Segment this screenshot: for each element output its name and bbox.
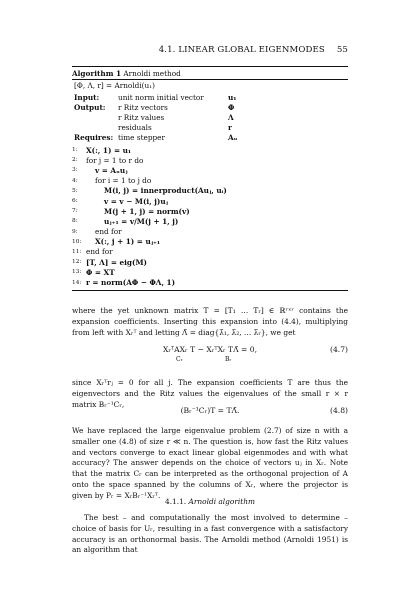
step-text: Φ = XT bbox=[86, 267, 115, 277]
line-number: 9: bbox=[72, 228, 78, 235]
step-text: v = Aᵤuⱼ bbox=[95, 165, 128, 175]
step-text: M(j + 1, j) = norm(v) bbox=[104, 206, 190, 216]
algorithm-step bbox=[72, 165, 348, 175]
io-label: Output: bbox=[74, 103, 106, 112]
line-number: 1: bbox=[72, 147, 78, 154]
algorithm-step bbox=[72, 267, 348, 277]
equation-expression: (Bᵣ⁻¹Cᵣ)T = TΛ̃. bbox=[180, 406, 240, 415]
io-label: Requires: bbox=[74, 133, 114, 142]
io-symbol: r bbox=[228, 123, 232, 132]
algorithm-bottom-rule bbox=[72, 290, 348, 291]
equation-expression bbox=[72, 345, 348, 363]
subsection-number: 4.1.1. bbox=[165, 497, 187, 506]
paragraph-projection: We have replaced the large eigenvalue problem (2.7) of size n with a smaller one (4.8) of size r ≪ n. The question is, how fast the Ritz values and vectors converge to exact linear global eigenmodes and with what accuracy? The answer depends on the choice of vectors uⱼ in Xᵣ. Note that the matrix Cᵣ can be interpreted as the orthogonal projection of A onto the space spanned by the columns of Xᵣ, where the projector is given by Pᵣ = XᵣBᵣ⁻¹Xᵣᵀ. bbox=[72, 426, 348, 500]
io-desc: unit norm initial vector bbox=[118, 93, 204, 102]
algorithm-signature: [Φ, Λ, r] = Arnoldi(u₁) bbox=[74, 81, 155, 90]
line-number: 3: bbox=[72, 167, 78, 174]
equation-number: (4.7) bbox=[329, 345, 348, 354]
algorithm-step bbox=[72, 176, 348, 186]
step-text: [T, Λ] = eig(M) bbox=[86, 257, 147, 267]
io-desc: time stepper bbox=[118, 133, 165, 142]
step-text: X(:, j + 1) = uⱼ₊₁ bbox=[95, 237, 161, 247]
algorithm-step bbox=[72, 206, 348, 216]
step-text: X(:, 1) = u₁ bbox=[86, 145, 132, 155]
algorithm-step bbox=[72, 186, 348, 196]
running-header bbox=[72, 45, 348, 55]
algorithm-title bbox=[72, 67, 348, 79]
line-number: 5: bbox=[72, 187, 78, 194]
paragraph-eigenvectors: since Xᵣᵀrⱼ = 0 for all j. The expansion coefficients T are thus the eigenvectors and the Ritz values the eigenvalues of the small r × r matrix Bᵣ⁻¹Cᵣ, bbox=[72, 378, 348, 409]
io-desc: residuals bbox=[118, 123, 152, 132]
line-number: 2: bbox=[72, 157, 78, 164]
line-number: 12: bbox=[72, 259, 82, 266]
algorithm-step bbox=[72, 257, 348, 267]
algorithm-step bbox=[72, 277, 348, 287]
underbrace-label-b: Bᵣ bbox=[225, 356, 232, 363]
io-desc: r Ritz vectors bbox=[118, 103, 168, 112]
line-number: 7: bbox=[72, 208, 78, 215]
algorithm-step bbox=[72, 227, 348, 237]
line-number: 10: bbox=[72, 238, 82, 245]
subsection-title: Arnoldi algorithm bbox=[188, 497, 255, 506]
algorithm-steps bbox=[72, 144, 348, 290]
header-page-number: 55 bbox=[336, 45, 348, 55]
underbrace-label-c: Cᵣ bbox=[176, 356, 183, 363]
paragraph-expansion: where the yet unknown matrix T = [T₁ … Tᵣ] ∈ ℝʳˣʳ contains the expansion coefficients. Inserting this expansion into (4.4), multiplying from left with Xᵣᵀ and letting Λ̃ = diag{λ̃₁, λ̃₂, … λ̃ᵣ}, we get bbox=[72, 306, 348, 337]
line-number: 14: bbox=[72, 279, 82, 286]
io-label bbox=[74, 113, 118, 122]
equation-number: (4.8) bbox=[329, 406, 348, 415]
io-symbol: u₁ bbox=[228, 93, 237, 102]
line-number: 13: bbox=[72, 269, 82, 276]
equation-4-7 bbox=[72, 345, 348, 367]
step-text: for i = 1 to j do bbox=[95, 176, 152, 186]
step-text: end for bbox=[95, 227, 122, 237]
algorithm-step bbox=[72, 196, 348, 206]
line-number: 4: bbox=[72, 177, 78, 184]
algorithm-step bbox=[72, 216, 348, 226]
step-text: end for bbox=[86, 247, 113, 257]
step-text: v = v − M(i, j)uⱼ bbox=[104, 196, 168, 206]
algorithm-io-table bbox=[72, 91, 348, 144]
io-symbol: Φ bbox=[228, 103, 235, 112]
subsection-heading bbox=[72, 497, 348, 506]
io-desc: r Ritz values bbox=[118, 113, 165, 122]
equation-4-8 bbox=[72, 406, 348, 418]
io-label: Input: bbox=[74, 93, 100, 102]
io-label bbox=[74, 123, 118, 132]
step-text: M(i, j) = innerproduct(Auⱼ, uᵢ) bbox=[104, 186, 227, 196]
algorithm-step bbox=[72, 145, 348, 155]
step-text: for j = 1 to r do bbox=[86, 155, 144, 165]
header-section-title: 4.1. LINEAR GLOBAL EIGENMODES bbox=[158, 45, 325, 55]
algorithm-step bbox=[72, 237, 348, 247]
line-number: 6: bbox=[72, 198, 78, 205]
algorithm-step bbox=[72, 247, 348, 257]
io-symbol: Λ bbox=[228, 113, 234, 122]
algorithm-box bbox=[72, 66, 348, 291]
paragraph-arnoldi: The best – and computationally the most involved to determine – choice of basis for Uᵣ, resulting in a fast convergence with a satisfactory accuracy is an orthonormal basis. The Arnoldi method (Arnoldi 1951) is an algorithm that bbox=[72, 513, 348, 555]
step-text: uⱼ₊₁ = v/M(j + 1, j) bbox=[104, 216, 179, 226]
equation-body: XᵣᵀAXᵣ T − XᵣᵀXᵣ TΛ̃ = 0, bbox=[162, 345, 258, 354]
line-number: 8: bbox=[72, 218, 78, 225]
line-number: 11: bbox=[72, 248, 82, 255]
io-symbol: Aᵤ bbox=[228, 133, 238, 142]
algorithm-label: Algorithm 1 bbox=[72, 69, 122, 78]
algorithm-name: Arnoldi method bbox=[123, 69, 181, 78]
step-text: r = norm(AΦ − ΦΛ, 1) bbox=[86, 278, 176, 288]
algorithm-step bbox=[72, 155, 348, 165]
